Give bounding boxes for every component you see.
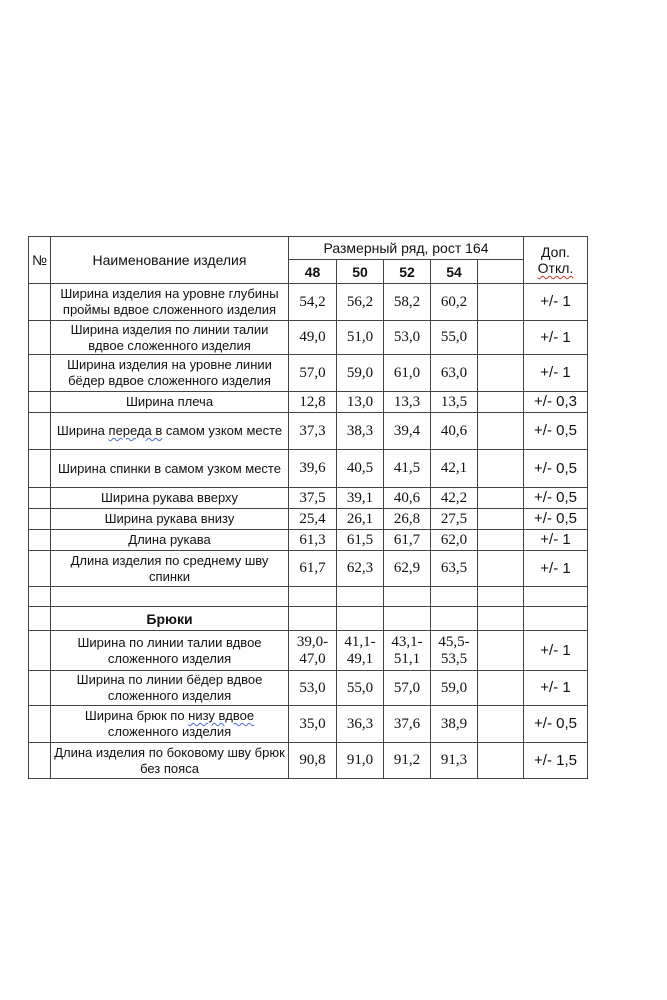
row-name: Ширина переда в самом узком месте	[51, 413, 289, 450]
row-name: Длина изделия по среднему шву спинки	[51, 551, 289, 587]
value-cell: 60,2	[431, 284, 478, 321]
spellcheck-mark: переда в	[108, 423, 163, 438]
row-name: Ширина рукава внизу	[51, 509, 289, 530]
size-52-header: 52	[384, 260, 431, 284]
empty-size-cell	[478, 260, 524, 284]
value-cell: 42,2	[431, 488, 478, 509]
value-cell: 12,8	[289, 392, 337, 413]
value-cell: 41,5	[384, 450, 431, 488]
row-name: Ширина брюк по низу вдвое сложенного изделия	[51, 706, 289, 743]
tolerance-cell: +/- 1	[524, 530, 588, 551]
table-row	[29, 321, 588, 355]
size-54-header: 54	[431, 260, 478, 284]
value-cell: 62,3	[337, 551, 384, 587]
value-cell: 39,0- 47,0	[289, 631, 337, 671]
value-cell: 41,1- 49,1	[337, 631, 384, 671]
value-cell: 90,8	[289, 743, 337, 779]
value-cell: 40,6	[431, 413, 478, 450]
value-cell: 40,6	[384, 488, 431, 509]
value-cell: 59,0	[431, 671, 478, 706]
tolerance-header	[524, 237, 588, 284]
tolerance-header-line1: Доп.	[541, 244, 570, 260]
value-cell: 37,3	[289, 413, 337, 450]
value-cell: 57,0	[384, 671, 431, 706]
tolerance-cell: +/- 0,5	[524, 509, 588, 530]
tolerance-cell: +/- 1	[524, 671, 588, 706]
tolerance-header-line2: Откл.	[537, 260, 574, 276]
table-row	[29, 413, 588, 450]
row-name: Ширина рукава вверху	[51, 488, 289, 509]
table-row	[29, 284, 588, 321]
value-cell: 53,0	[289, 671, 337, 706]
size-chart	[28, 236, 588, 779]
value-cell: 26,8	[384, 509, 431, 530]
tolerance-cell: +/- 0,5	[524, 413, 588, 450]
tolerance-cell: +/- 0,5	[524, 488, 588, 509]
size-48-header: 48	[289, 260, 337, 284]
table-row	[29, 706, 588, 743]
table-row	[29, 743, 588, 779]
value-cell: 58,2	[384, 284, 431, 321]
tolerance-cell: +/- 0,5	[524, 706, 588, 743]
size-50-header: 50	[337, 260, 384, 284]
value-cell: 91,2	[384, 743, 431, 779]
value-cell: 40,5	[337, 450, 384, 488]
value-cell: 61,7	[289, 551, 337, 587]
row-name: Ширина изделия на уровне линии бёдер вдвое сложенного изделия	[51, 355, 289, 392]
row-name: Ширина плеча	[51, 392, 289, 413]
table-row	[29, 551, 588, 587]
table-row	[29, 355, 588, 392]
column-name-header: Наименование изделия	[51, 237, 289, 284]
section-title: Брюки	[51, 607, 289, 631]
value-cell: 25,4	[289, 509, 337, 530]
value-cell: 37,6	[384, 706, 431, 743]
tolerance-cell: +/- 0,5	[524, 450, 588, 488]
row-name: Ширина спинки в самом узком месте	[51, 450, 289, 488]
value-cell: 51,0	[337, 321, 384, 355]
value-cell: 56,2	[337, 284, 384, 321]
value-cell: 54,2	[289, 284, 337, 321]
value-cell: 37,5	[289, 488, 337, 509]
value-cell: 35,0	[289, 706, 337, 743]
row-name: Длина рукава	[51, 530, 289, 551]
table-row	[29, 509, 588, 530]
size-range-header: Размерный ряд, рост 164	[289, 237, 524, 260]
tolerance-cell: +/- 1	[524, 321, 588, 355]
value-cell: 39,6	[289, 450, 337, 488]
value-cell: 63,0	[431, 355, 478, 392]
value-cell: 55,0	[337, 671, 384, 706]
value-cell: 13,5	[431, 392, 478, 413]
value-cell: 59,0	[337, 355, 384, 392]
value-cell: 13,3	[384, 392, 431, 413]
value-cell: 38,9	[431, 706, 478, 743]
column-number-header: №	[29, 237, 51, 284]
row-name: Ширина по линии бёдер вдвое сложенного изделия	[51, 671, 289, 706]
value-cell: 43,1- 51,1	[384, 631, 431, 671]
value-cell: 61,3	[289, 530, 337, 551]
tolerance-cell: +/- 1,5	[524, 743, 588, 779]
value-cell: 49,0	[289, 321, 337, 355]
tolerance-cell: +/- 1	[524, 631, 588, 671]
section-row	[29, 607, 588, 631]
row-name: Длина изделия по боковому шву брюк без пояса	[51, 743, 289, 779]
value-cell: 62,0	[431, 530, 478, 551]
empty-row	[29, 587, 588, 607]
tolerance-cell: +/- 0,3	[524, 392, 588, 413]
value-cell: 57,0	[289, 355, 337, 392]
value-cell: 38,3	[337, 413, 384, 450]
value-cell: 62,9	[384, 551, 431, 587]
row-name: Ширина изделия по линии талии вдвое сложенного изделия	[51, 321, 289, 355]
value-cell: 39,1	[337, 488, 384, 509]
value-cell: 36,3	[337, 706, 384, 743]
value-cell: 61,5	[337, 530, 384, 551]
value-cell: 13,0	[337, 392, 384, 413]
table-row	[29, 450, 588, 488]
value-cell: 39,4	[384, 413, 431, 450]
size-table	[28, 236, 588, 779]
tolerance-cell: +/- 1	[524, 284, 588, 321]
value-cell: 55,0	[431, 321, 478, 355]
spellcheck-mark: низу вдвое	[188, 708, 255, 723]
row-name: Ширина по линии талии вдвое сложенного изделия	[51, 631, 289, 671]
value-cell: 42,1	[431, 450, 478, 488]
value-cell: 26,1	[337, 509, 384, 530]
value-cell: 27,5	[431, 509, 478, 530]
value-cell: 63,5	[431, 551, 478, 587]
row-name: Ширина изделия на уровне глубины проймы вдвое сложенного изделия	[51, 284, 289, 321]
table-row	[29, 671, 588, 706]
tolerance-cell: +/- 1	[524, 551, 588, 587]
table-row	[29, 488, 588, 509]
value-cell: 91,0	[337, 743, 384, 779]
table-row	[29, 392, 588, 413]
table-row	[29, 530, 588, 551]
value-cell: 61,7	[384, 530, 431, 551]
table-row	[29, 631, 588, 671]
value-cell: 45,5- 53,5	[431, 631, 478, 671]
value-cell: 91,3	[431, 743, 478, 779]
value-cell: 53,0	[384, 321, 431, 355]
tolerance-cell: +/- 1	[524, 355, 588, 392]
value-cell: 61,0	[384, 355, 431, 392]
